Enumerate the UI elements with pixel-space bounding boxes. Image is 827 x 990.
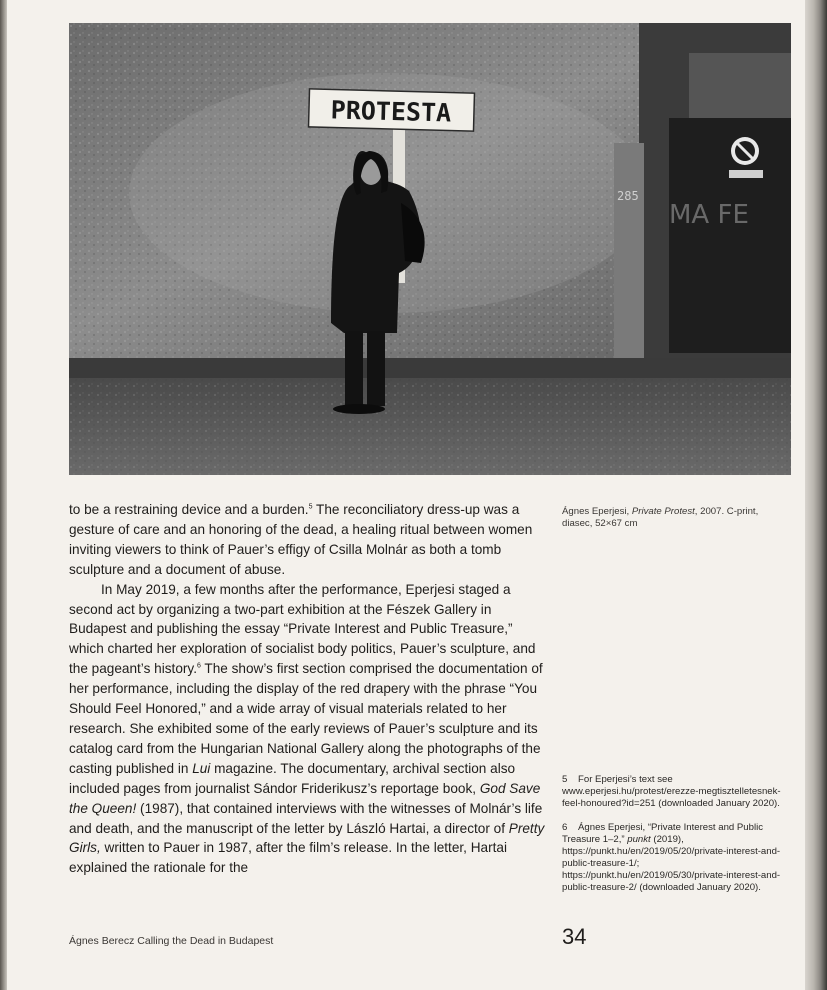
- footnote-5: [562, 774, 792, 810]
- paragraph-2: [69, 580, 547, 879]
- text-run: Ágnes Eperjesi, “Private Interest and Public Treasure 1–2,”: [562, 822, 764, 845]
- text-run: written to Pauer in 1987, after the film’s release. In the letter, Hartai explained the rationale for the: [69, 840, 507, 876]
- footnotes: [562, 774, 792, 906]
- page-edge-right: [805, 0, 827, 990]
- footnote-number: 5: [562, 774, 568, 785]
- text-run: , 2007. C-print, diasec, 52×67 cm: [562, 506, 759, 529]
- text-run: In May 2019, a few months after the performance, Eperjesi staged a second act by organizing a two-part exhibition at the Fészek Gallery in Budapest and publishing the essay “Private Interest and Public Treasure,” which charted her exploration of socialist body politics, Pauer’s sculpture, and the pageant’s history.: [69, 581, 536, 677]
- photograph-private-protest: [69, 23, 791, 475]
- page-edge-left: [0, 0, 7, 990]
- italic-text: punkt: [627, 834, 651, 845]
- footnote-ref: 5: [308, 503, 313, 511]
- text-run: The show’s first section comprised the documentation of her performance, including the display of the red drapery with the phrase “You Should Feel Honored,” and a wide array of visual materials related to her research. She exhibited some of the early reviews of Pauer’s sculpture and its catalog card from the Hungarian National Gallery along the photographs of the casting published in: [69, 661, 543, 776]
- running-footer: Ágnes Berecz Calling the Dead in Budapest: [69, 935, 274, 947]
- footnote-6: [562, 822, 792, 894]
- text-run: For Eperjesi’s text see www.eperjesi.hu/protest/erezze-megtisztelletesnek-feel-honoured?id=251 (downloaded January 2020).: [562, 774, 781, 809]
- text-run: magazine. The documentary, archival section also included pages from journalist Sándor Friderikusz’s reportage book,: [69, 760, 516, 796]
- italic-text: God Save the Queen!: [69, 780, 541, 816]
- text-run: to be a restraining device and a burden.: [69, 502, 309, 517]
- text-run: (1987), that contained interviews with the witnesses of Molnár’s life and death, and the manuscript of the letter by László Hartai, a director of: [69, 800, 543, 836]
- text-run: Ágnes Eperjesi,: [562, 506, 632, 517]
- italic-text: Pretty Girls,: [69, 820, 545, 856]
- wall-number: 285: [617, 189, 639, 203]
- text-run: The reconciliatory dress-up was a gesture of care and an honoring of the dead, a healing ritual between women inviting viewers to think of Pauer’s effigy of Csilla Molnár as both a tomb sculpture and a document of abuse.: [69, 502, 533, 577]
- italic-text: Private Protest: [631, 506, 695, 517]
- protest-sign-text: PROTESTA: [330, 95, 452, 128]
- image-caption: [562, 506, 787, 530]
- footnote-text: [562, 774, 781, 809]
- italic-text: Lui: [192, 760, 211, 776]
- footnote-ref: 6: [196, 662, 201, 670]
- footnote-text: [562, 822, 780, 893]
- graffiti: MA FE: [669, 200, 749, 230]
- paragraph-1: [69, 500, 547, 580]
- footnote-number: 6: [562, 822, 568, 833]
- page-number: 34: [562, 924, 587, 949]
- body-text: [69, 500, 547, 878]
- text-run: (2019), https://punkt.hu/en/2019/05/20/private-interest-and-public-treasure-1/; https://punkt.hu/en/2019/05/30/private-interest-and-public-treasure-2/ (downloaded January 2020).: [562, 834, 781, 893]
